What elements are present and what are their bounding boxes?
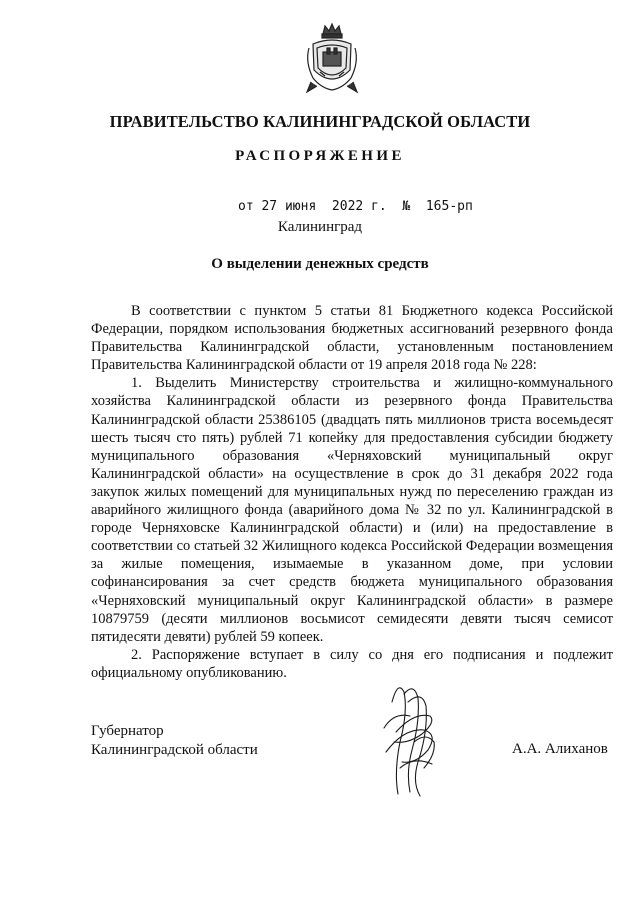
organization-title: ПРАВИТЕЛЬСТВО КАЛИНИНГРАДСКОЙ ОБЛАСТИ [109, 112, 531, 131]
signatory-position [91, 722, 258, 760]
date-number-line: от 27 июня 2022 г. № 165-рп [238, 199, 473, 214]
preamble-paragraph: В соответствии с пунктом 5 статьи 81 Бюджетного кодекса Российской Федерации, порядком использования бюджетных ассигнований резервного фонда Правительства Калининградской области, установленным постановлением Правительства Калининградской области от 19 апреля 2018 года № 228: [91, 303, 613, 374]
document-body [91, 302, 613, 682]
document-subject: О выделении денежных средств [211, 256, 429, 272]
coat-of-arms-icon [303, 22, 361, 94]
city: Калининград [277, 219, 363, 235]
clause-2-paragraph: 2. Распоряжение вступает в силу со дня его подписания и подлежит официальному опубликованию. [91, 646, 613, 681]
clause-1-paragraph: 1. Выделить Министерству строительства и жилищно-коммунального хозяйства Калининградской области из резервного фонда Правительства Калининградской области 25386105 (двадцать пять миллионов триста восемьдесят шесть тысяч сто пять) рублей 71 копейку для предоставления субсидии бюджету муниципального образования «Черняховский муниципальный округ Калининградской области» на осуществление в срок до 31 декабря 2022 года закупок жилых помещений для муниципальных нужд по переселению граждан из аварийного жилищного фонда (аварийного дома № 32 по ул. Калининградской в городе Черняховске Калининградской области) и (или) на предоставление в соответствии со статьей 32 Жилищного кодекса Российской Федерации возмещения за жилые помещения, изымаемые в указанном доме, при условии софинансирования за счет средств бюджета муниципального образования «Черняховский муниципальный округ Калининградской области» в размере 10879759 (десяти миллионов восьмисот семидесяти девяти тысяч семисот пятидесяти девяти) рублей 59 копеек. [91, 375, 613, 645]
handwritten-signature-icon [374, 672, 446, 802]
signatory-name: А.А. Алиханов [512, 741, 608, 757]
document-type: РАСПОРЯЖЕНИЕ [235, 148, 405, 164]
position-line-1: Губернатор [91, 723, 164, 739]
position-line-2: Калининградской области [91, 742, 258, 758]
